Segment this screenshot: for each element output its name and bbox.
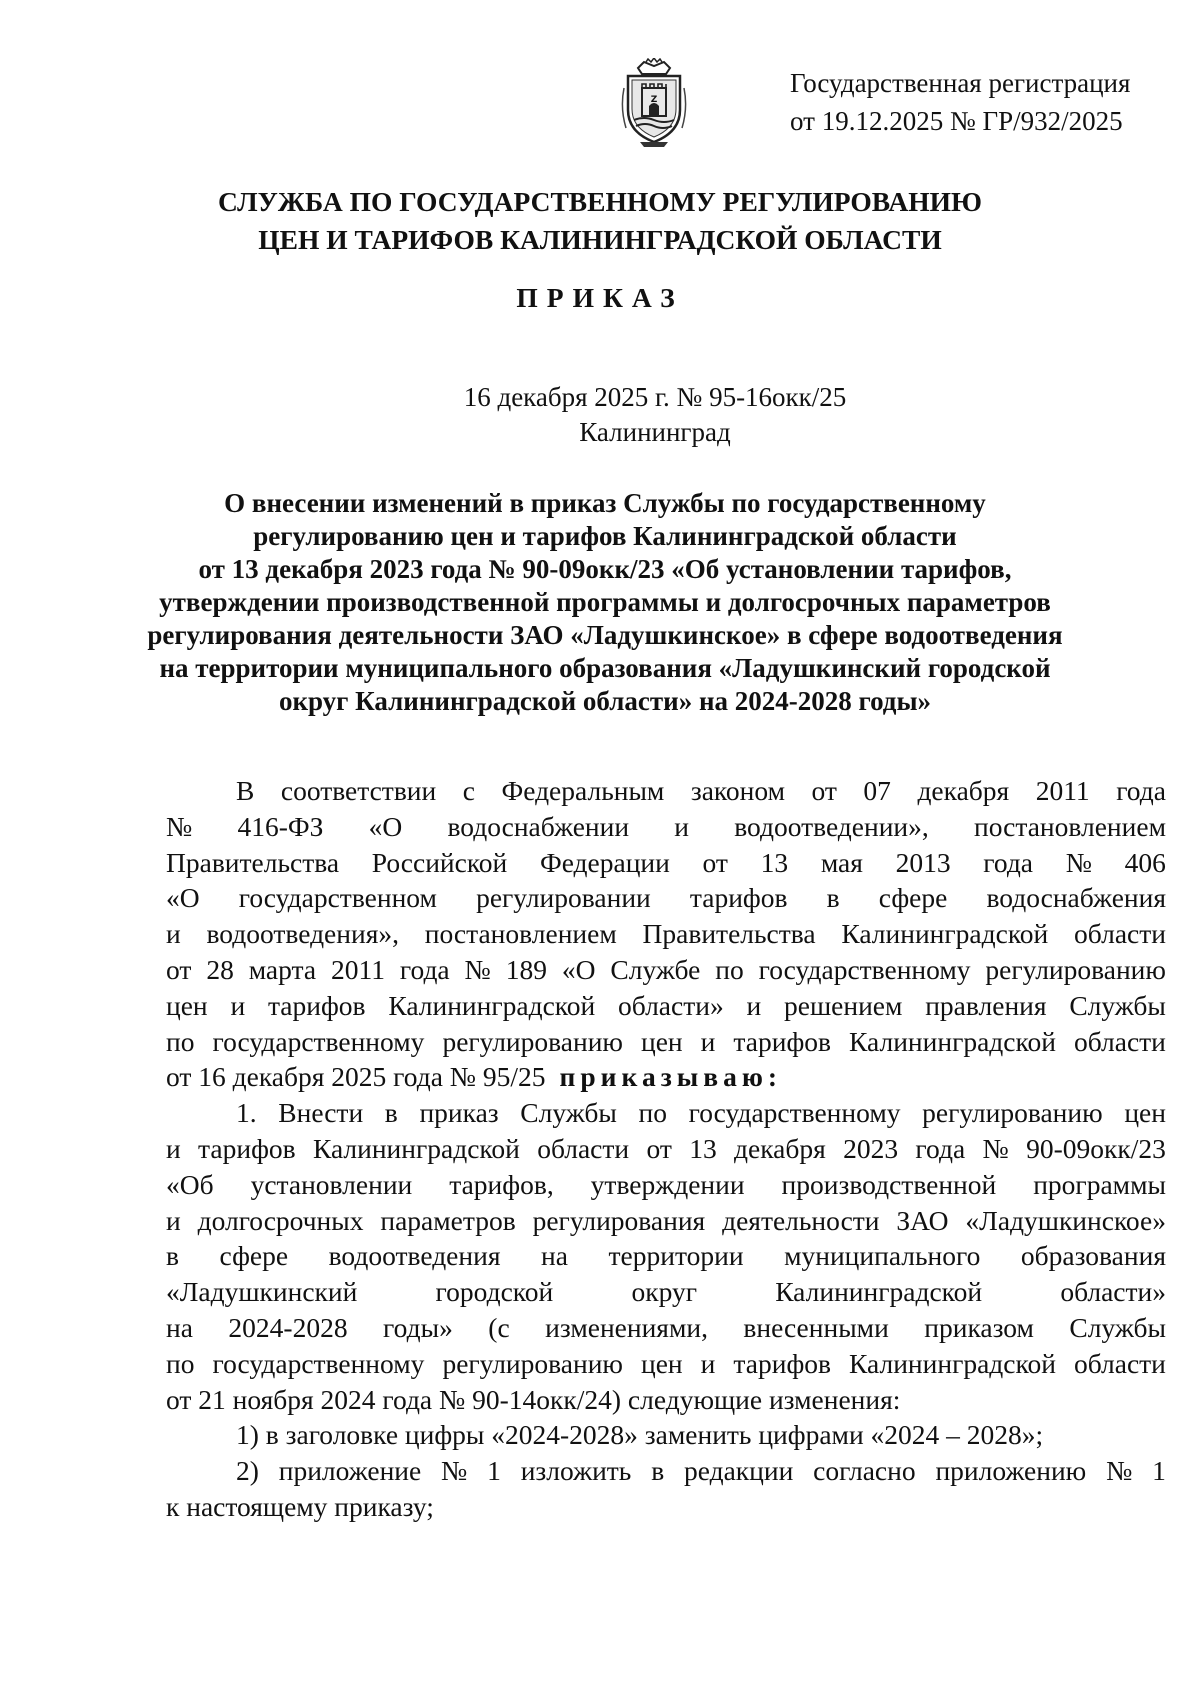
body-word: деятельности: [722, 1204, 880, 1236]
body-word: Калининградской: [312, 1132, 520, 1164]
registration-number: от 19.12.2025 № ГР/932/2025: [790, 106, 1123, 136]
body-word: 406: [1124, 846, 1166, 878]
body-word: редакции: [684, 1455, 794, 1487]
body-word: цен: [641, 1025, 683, 1057]
body-word: водоотведении»,: [734, 810, 929, 842]
body-word: территории: [608, 1240, 744, 1272]
body-word: 13: [760, 846, 789, 878]
body-word: приказом: [924, 1311, 1034, 1343]
body-line: [166, 1095, 1166, 1131]
body-line: [166, 1203, 1166, 1239]
body-word: 189: [505, 953, 547, 985]
body-word: «О: [561, 953, 596, 985]
body-word: на: [166, 1311, 193, 1343]
body-word: водоотведения»,: [206, 918, 399, 950]
body-line: [166, 845, 1166, 881]
amendment-item-1: [166, 1417, 1166, 1453]
body-word: области»: [618, 989, 724, 1021]
body-word: декабря: [734, 1132, 826, 1164]
body-word: «Ладушкинский: [166, 1276, 358, 1308]
body-word: образования: [1020, 1240, 1166, 1272]
body-word: 2024-2028: [228, 1311, 348, 1343]
body-word: тарифов: [733, 1347, 832, 1379]
order-keyword: приказываю:: [559, 1061, 782, 1093]
title-line: от 13 декабря 2023 года № 90-09окк/23 «Об установлении тарифов,: [198, 554, 1012, 584]
body-word: законом: [690, 775, 785, 806]
document-type-heading: ПРИКАЗ: [516, 282, 684, 313]
body-word: по: [715, 953, 744, 985]
body-word: сфере: [878, 882, 948, 914]
body-word: годы»: [383, 1311, 453, 1343]
body-word: цен: [641, 1347, 683, 1379]
body-word: Федеральным: [501, 775, 665, 806]
body-word: по: [638, 1097, 667, 1129]
body-line: [166, 1238, 1166, 1274]
body-word: регулированию: [442, 1025, 623, 1057]
body-line-text: от 16 декабря 2025 года № 95/25: [166, 1061, 546, 1093]
body-word: Калининградской: [775, 1276, 983, 1308]
body-line: [166, 916, 1166, 952]
body-word: области»: [1060, 1276, 1166, 1308]
body-word: государственном: [238, 882, 437, 914]
body-word: области: [1074, 918, 1166, 950]
amendment-item-2: [166, 1453, 1166, 1489]
body-word: и: [700, 1025, 716, 1057]
body-word: водоотведения: [328, 1240, 501, 1272]
body-word: года: [983, 846, 1034, 878]
body-line-text: 1) в заголовке цифры «2024-2028» заменить цифрами «2024 – 2028»;: [236, 1419, 1044, 1451]
body-word: Службы: [520, 1097, 617, 1129]
body-line: [166, 1489, 1166, 1525]
body-line: [166, 773, 1166, 809]
body-word: и: [700, 1347, 716, 1379]
body-word: Внести: [278, 1097, 364, 1129]
body-word: цен: [1124, 1097, 1166, 1129]
body-word: Правительства: [642, 918, 816, 950]
body-line: [166, 809, 1166, 845]
body-word: ЗАО: [896, 1204, 949, 1236]
order-body: [166, 773, 1166, 1525]
body-word: 13: [689, 1132, 717, 1164]
body-word: и: [230, 989, 246, 1021]
body-word: изложить: [520, 1455, 632, 1487]
body-word: изменениями,: [545, 1311, 708, 1343]
body-word: Калининградской: [849, 1025, 1056, 1057]
body-line: [166, 1059, 1166, 1095]
body-word: тарифов,: [449, 1168, 554, 1200]
title-line: утверждении производственной программы и долгосрочных параметров: [159, 587, 1051, 617]
body-word: Российской: [371, 846, 508, 878]
body-word: от: [646, 1132, 672, 1164]
body-word: цен: [166, 989, 208, 1021]
order-title: [140, 487, 1070, 718]
body-word: долгосрочных: [197, 1204, 364, 1236]
body-word: по: [166, 1347, 195, 1379]
body-word: государственному: [212, 1347, 425, 1379]
body-word: муниципального: [784, 1240, 981, 1272]
body-line: [166, 1346, 1166, 1382]
body-word: 416-ФЗ: [237, 810, 324, 842]
body-word: Федерации: [539, 846, 670, 878]
body-word: 2011: [1035, 775, 1090, 806]
body-word: 2023: [843, 1132, 899, 1164]
kaliningrad-coat-of-arms-icon: [618, 58, 690, 148]
body-word: области: [1073, 1347, 1166, 1379]
body-line: [166, 1024, 1166, 1060]
body-word: государственному: [212, 1025, 425, 1057]
body-word: «Об: [166, 1168, 214, 1200]
body-word: Службы: [1069, 989, 1166, 1021]
body-word: тарифов: [198, 1132, 296, 1164]
body-word: мая: [820, 846, 863, 878]
body-word: на: [541, 1240, 568, 1272]
body-line: [166, 1167, 1166, 1203]
body-word: от: [811, 775, 837, 806]
body-word: программы: [1033, 1168, 1166, 1200]
body-word: соответствии: [280, 775, 437, 806]
body-word: области: [1073, 1025, 1166, 1057]
body-word: приложению: [935, 1455, 1087, 1487]
body-word: области: [537, 1132, 630, 1164]
body-word: водоснабжении: [447, 810, 630, 842]
body-word: в: [826, 882, 840, 914]
body-word: производственной: [781, 1168, 997, 1200]
body-word: «Ладушкинское»: [965, 1204, 1166, 1236]
body-line: [166, 988, 1166, 1024]
body-word: (с: [488, 1311, 510, 1343]
body-word: регулированию: [442, 1347, 623, 1379]
body-word: и: [166, 1204, 181, 1236]
body-word: №: [441, 1455, 468, 1487]
title-line: на территории муниципального образования «Ладушкинский городской: [159, 653, 1051, 683]
body-word: приказ: [419, 1097, 499, 1129]
body-word: государственному: [688, 1097, 901, 1129]
body-word: и: [166, 1132, 181, 1164]
body-line-text: к настоящему приказу;: [166, 1490, 434, 1522]
body-word: года: [399, 953, 450, 985]
order-city: Калининград: [579, 417, 731, 447]
body-word: и: [166, 918, 181, 950]
body-word: тарифов: [689, 882, 788, 914]
body-word: округ: [631, 1276, 697, 1308]
body-line: [166, 1310, 1166, 1346]
body-line: [166, 1382, 1166, 1418]
agency-name-line-2: ЦЕН И ТАРИФОВ КАЛИНИНГРАДСКОЙ ОБЛАСТИ: [258, 224, 942, 255]
body-word: №: [1106, 1455, 1133, 1487]
body-word: 1.: [236, 1097, 257, 1129]
body-word: согласно: [813, 1455, 916, 1487]
body-word: приложение: [278, 1455, 422, 1487]
body-word: Калининградской: [388, 989, 596, 1021]
body-line: [166, 1274, 1166, 1310]
body-word: 07: [863, 775, 891, 806]
body-word: «О: [166, 882, 200, 914]
body-word: государственному: [758, 953, 971, 985]
body-word: и: [674, 810, 690, 842]
body-word: регулировании: [476, 882, 651, 914]
body-word: 28: [206, 953, 234, 985]
body-word: «О: [368, 810, 403, 842]
order-date-number: 16 декабря 2025 г. № 95-16окк/25: [463, 382, 847, 412]
title-line: регулированию цен и тарифов Калининградской области: [253, 521, 957, 551]
body-line: [166, 1131, 1166, 1167]
body-word: правления: [925, 989, 1047, 1021]
body-word: 2011: [331, 953, 385, 985]
body-word: утверждении: [590, 1168, 745, 1200]
body-word: 90-09окк/23: [1026, 1132, 1166, 1164]
body-word: регулирования: [532, 1204, 706, 1236]
body-word: внесенными: [743, 1311, 889, 1343]
body-word: городской: [435, 1276, 554, 1308]
body-word: от: [166, 953, 192, 985]
body-word: В: [236, 775, 255, 806]
body-line: [166, 952, 1166, 988]
body-word: с: [462, 775, 475, 806]
agency-name: [0, 183, 1200, 259]
title-line: О внесении изменений в приказ Службы по государственному: [224, 488, 986, 518]
svg-text:Z: Z: [650, 95, 658, 105]
body-word: от: [702, 846, 728, 878]
body-word: постановлением: [424, 918, 617, 950]
body-word: 1: [1152, 1455, 1166, 1487]
body-word: Службы: [1069, 1311, 1166, 1343]
body-word: 2): [236, 1455, 259, 1487]
body-word: параметров: [380, 1204, 516, 1236]
body-word: тарифов: [267, 989, 366, 1021]
registration-title: Государственная регистрация: [790, 68, 1131, 98]
body-word: Калининградской: [841, 918, 1049, 950]
body-word: 1: [487, 1455, 501, 1487]
agency-name-line-1: СЛУЖБА ПО ГОСУДАРСТВЕННОМУ РЕГУЛИРОВАНИЮ: [218, 186, 982, 217]
body-word: года: [915, 1132, 966, 1164]
body-word: регулированию: [985, 953, 1166, 985]
body-word: Калининградской: [849, 1347, 1056, 1379]
body-word: установлении: [250, 1168, 413, 1200]
body-word: №: [166, 810, 193, 842]
body-word: по: [166, 1025, 195, 1057]
body-word: 2013: [895, 846, 951, 878]
body-line-text: от 21 ноября 2024 года № 90-14окк/24) следующие изменения:: [166, 1383, 901, 1415]
body-word: решением: [784, 989, 903, 1021]
registration-stamp: [790, 64, 1170, 140]
body-word: №: [1065, 846, 1092, 878]
body-word: водоснабжения: [986, 882, 1166, 914]
title-line: округ Калининградской области» на 2024-2028 годы»: [278, 686, 932, 716]
body-word: марта: [248, 953, 317, 985]
body-word: сфере: [219, 1240, 289, 1272]
body-word: №: [464, 953, 491, 985]
body-word: в: [166, 1240, 179, 1272]
body-word: постановлением: [974, 810, 1166, 842]
body-word: Правительства: [166, 846, 340, 878]
body-word: и: [746, 989, 762, 1021]
body-line: [166, 880, 1166, 916]
body-word: регулированию: [922, 1097, 1103, 1129]
body-word: декабря: [917, 775, 1010, 806]
body-word: года: [1116, 775, 1166, 806]
body-word: тарифов: [733, 1025, 832, 1057]
body-word: в: [384, 1097, 398, 1129]
title-line: регулирования деятельности ЗАО «Ладушкинское» в сфере водоотведения: [147, 620, 1063, 650]
body-word: №: [982, 1132, 1009, 1164]
body-word: в: [651, 1455, 665, 1487]
body-word: Службе: [610, 953, 701, 985]
